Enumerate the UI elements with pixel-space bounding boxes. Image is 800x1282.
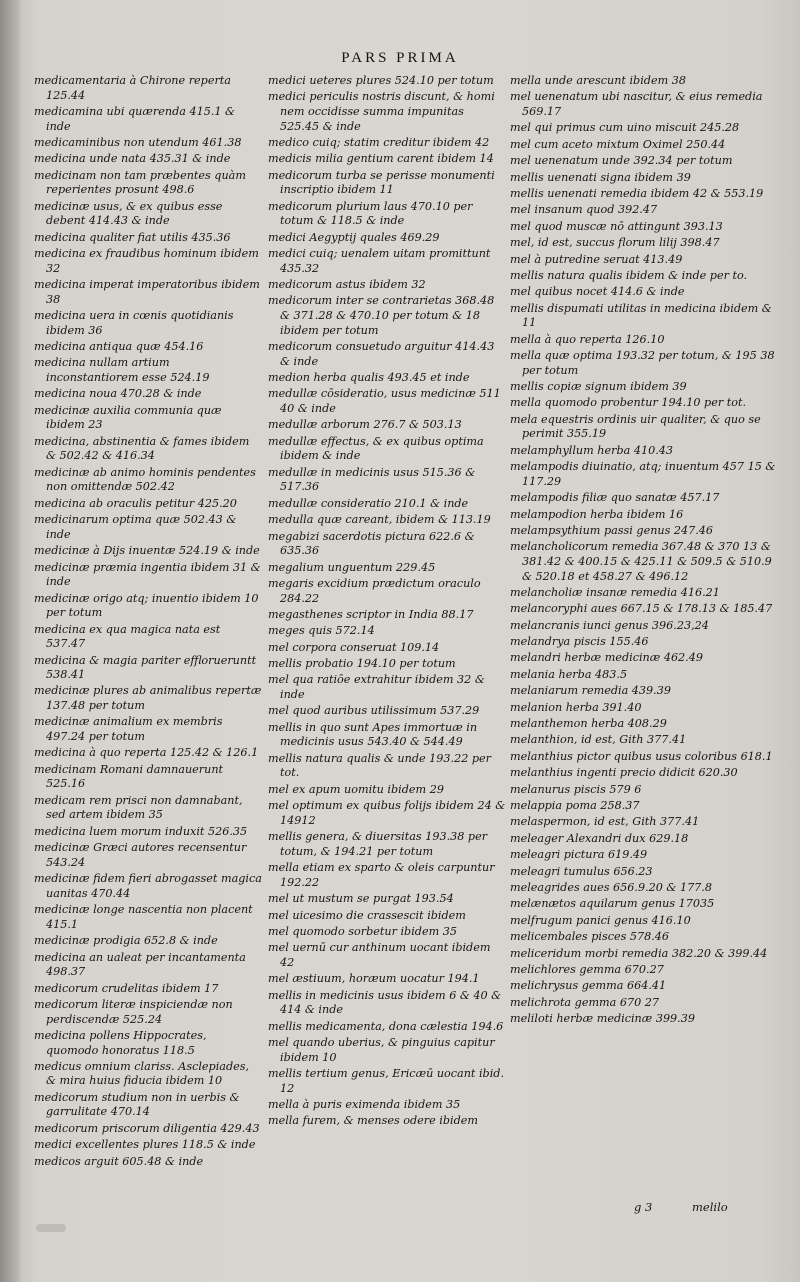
index-entry: melampodis filiæ quo sanatæ 457.17 bbox=[510, 491, 720, 505]
index-entry: mel à putredine seruat 413.49 bbox=[510, 252, 683, 266]
index-entry: melanthius ingenti precio didicit 620.30 bbox=[510, 766, 738, 780]
index-entry: melamphyllum herba 410.43 bbox=[510, 443, 674, 457]
index-entry: medullæ consideratio 210.1 & inde bbox=[268, 496, 469, 510]
index-entry: mel quibus nocet 414.6 & inde bbox=[510, 285, 685, 299]
index-entry: mellis in medicinis usus ibidem 6 & 40 & 414 & inde bbox=[268, 988, 502, 1017]
index-entry: megabizi sacerdotis pictura 622.6 & 635.36 bbox=[268, 529, 475, 558]
index-entry: medion herba qualis 493.45 et inde bbox=[268, 371, 470, 385]
index-entry: melania herba 483.5 bbox=[510, 667, 628, 681]
index-entry: medicina ex qua magica nata est 537.47 bbox=[34, 622, 221, 651]
index-entry: mel qua ratiōe extrahitur ibidem 32 & inde bbox=[268, 673, 485, 702]
index-entry: melichrysus gemma 664.41 bbox=[510, 979, 667, 993]
index-entry: medicina ab oraculis petitur 425.20 bbox=[34, 496, 237, 510]
index-entry: medicina luem morum induxit 526.35 bbox=[34, 824, 248, 838]
index-entry: melancranis iunci genus 396.23,24 bbox=[510, 618, 709, 632]
index-entry: medicorum consuetudo arguitur 414.43 & inde bbox=[268, 340, 495, 368]
index-entry: meleagri pictura 619.49 bbox=[510, 848, 648, 862]
index-entry: mella unde arescunt ibidem 38 bbox=[510, 74, 686, 87]
index-entry: melanion herba 391.40 bbox=[510, 700, 642, 714]
index-entry: medicina antiqua quæ 454.16 bbox=[34, 340, 204, 354]
index-entry: medici Aegyptij quales 469.29 bbox=[268, 230, 440, 244]
index-entry: meleagrides aues 656.9.20 & 177.8 bbox=[510, 880, 712, 894]
index-entry: mel insanum quod 392.47 bbox=[510, 203, 658, 217]
index-entry: medicinæ Græci autores recensentur 543.24 bbox=[34, 841, 247, 869]
index-entry: medicina pollens Hippocrates, quomodo honoratus 118.5 bbox=[34, 1028, 207, 1057]
index-entry: medicina imperat imperatoribus ibidem 38 bbox=[34, 278, 260, 306]
index-entry: meleager Alexandri dux 629.18 bbox=[510, 831, 689, 845]
index-entry: melandrya piscis 155.46 bbox=[510, 635, 649, 649]
index-entry: mel cum aceto mixtum Oximel 250.44 bbox=[510, 137, 726, 151]
ink-smudge bbox=[36, 1224, 66, 1232]
index-entry: medicinæ à Dijs inuentæ 524.19 & inde bbox=[34, 544, 260, 558]
signature-mark: g 3 bbox=[634, 1200, 653, 1214]
index-entry: medicorum crudelitas ibidem 17 bbox=[34, 981, 219, 995]
index-entry: melanurus piscis 579 6 bbox=[510, 782, 642, 796]
index-entry: medullæ cōsideratio, usus medicinæ 511 40 & inde bbox=[268, 387, 501, 416]
index-entry: melampsythium passi genus 247.46 bbox=[510, 523, 714, 537]
index-entry: medicinam non tam præbentes quàm reperientes prosunt 498.6 bbox=[34, 168, 246, 197]
index-entry: melfrugum panici genus 416.10 bbox=[510, 913, 691, 927]
index-column-1 bbox=[34, 74, 262, 1171]
index-column-3 bbox=[510, 74, 780, 1028]
index-entry: mellis in quo sunt Apes immortuæ in medicinis usus 543.40 & 544.49 bbox=[268, 720, 478, 749]
page-footer bbox=[0, 1200, 800, 1220]
index-entry: mel optimum ex quibus folijs ibidem 24 & 14912 bbox=[268, 799, 506, 827]
index-entry: mel, id est, succus florum lilij 398.47 bbox=[510, 236, 720, 250]
index-entry: mel uernū cur anthinum uocant ibidem 42 bbox=[268, 941, 491, 969]
index-entry: medicinæ fidem fieri abrogasset magica uanitas 470.44 bbox=[34, 872, 262, 900]
index-entry: medico cuiq; statim creditur ibidem 42 bbox=[268, 135, 490, 149]
index-entry: mellis uenenati remedia ibidem 42 & 553.19 bbox=[510, 186, 764, 200]
index-entry: meges quis 572.14 bbox=[268, 624, 375, 638]
index-entry: mel corpora conseruat 109.14 bbox=[268, 640, 440, 654]
index-entry: medicina an ualeat per incantamenta 498.37 bbox=[34, 950, 246, 979]
index-entry: mel ex apum uomitu ibidem 29 bbox=[268, 782, 444, 796]
index-entry: mella etiam ex sparto & oleis carpuntur 192.22 bbox=[268, 861, 495, 889]
index-entry: medicina unde nata 435.31 & inde bbox=[34, 152, 231, 166]
index-entry: medicamina ubi quærenda 415.1 & inde bbox=[34, 104, 236, 133]
index-entry: medicis milia gentium carent ibidem 14 bbox=[268, 152, 494, 166]
index-entry: melappia poma 258.37 bbox=[510, 799, 640, 812]
index-entry: medicina nullam artium inconstantiorem esse 524.19 bbox=[34, 356, 210, 385]
index-entry: medicorum literæ inspiciendæ non perdiscendæ 525.24 bbox=[34, 997, 233, 1026]
index-entry: mel ut mustum se purgat 193.54 bbox=[268, 892, 454, 906]
index-entry: melanthius pictor quibus usus coloribus 618.1 bbox=[510, 749, 773, 763]
index-entry: mella quæ optima 193.32 per totum, & 195 38 per totum bbox=[510, 349, 775, 377]
index-entry: medici periculis nostris discunt, & homi nem occidisse summa impunitas 525.45 & inde bbox=[268, 90, 495, 133]
index-entry: medicorum astus ibidem 32 bbox=[268, 278, 426, 292]
index-entry: mellis tertium genus, Ericæū uocant ibid. 12 bbox=[268, 1067, 505, 1095]
index-entry: melanthemon herba 408.29 bbox=[510, 717, 667, 731]
index-entry: medicinæ longe nascentia non placent 415.1 bbox=[34, 903, 253, 931]
index-entry: mellis probatio 194.10 per totum bbox=[268, 657, 456, 671]
index-entry: megaris excidium prædictum oraculo 284.22 bbox=[268, 576, 481, 605]
index-entry: medicinæ auxilia communia quæ ibidem 23 bbox=[34, 403, 222, 432]
index-entry: melaniarum remedia 439.39 bbox=[510, 684, 671, 698]
index-entry: melænætos aquilarum genus 17035 bbox=[510, 897, 715, 911]
index-entry: mel uenenatum unde 392.34 per totum bbox=[510, 154, 733, 168]
index-entry: mel uenenatum ubi nascitur, & eius remedia 569.17 bbox=[510, 90, 763, 118]
index-entry: mel quomodo sorbetur ibidem 35 bbox=[268, 924, 457, 938]
index-entry: medicinarum optima quæ 502.43 & inde bbox=[34, 513, 237, 541]
catchword: melilo bbox=[692, 1200, 728, 1214]
index-entry: medici excellentes plures 118.5 & inde bbox=[34, 1138, 256, 1152]
index-entry: medicina à quo reperta 125.42 & 126.1 bbox=[34, 746, 259, 760]
index-entry: medicaminibus non utendum 461.38 bbox=[34, 135, 242, 149]
index-entry: medicorum turba se perisse monumenti inscriptio ibidem 11 bbox=[268, 168, 495, 197]
index-entry: medullæ arborum 276.7 & 503.13 bbox=[268, 418, 462, 432]
index-entry: medicinæ plures ab animalibus repertæ 137.48 per totum bbox=[34, 684, 262, 713]
index-entry: medicinæ animalium ex membris 497.24 per totum bbox=[34, 715, 223, 744]
index-entry: medicorum priscorum diligentia 429.43 bbox=[34, 1121, 260, 1135]
index-entry: melicembales pisces 578.46 bbox=[510, 930, 670, 944]
index-entry: mella furem, & menses odere ibidem bbox=[268, 1114, 479, 1128]
index-entry: mel quod muscæ nō attingunt 393.13 bbox=[510, 219, 723, 233]
index-entry: mellis natura qualis ibidem & inde per to. bbox=[510, 268, 748, 282]
index-entry: medicorum inter se contrarietas 368.48 & 371.28 & 470.10 per totum & 18 ibidem per totum bbox=[268, 294, 495, 337]
index-entry: medicinæ prodigia 652.8 & inde bbox=[34, 934, 218, 948]
index-entry: mel æstiuum, horæum uocatur 194.1 bbox=[268, 972, 480, 986]
index-entry: medicina & magia pariter efflorueruntt 538.41 bbox=[34, 653, 257, 682]
index-entry: medullæ effectus, & ex quibus optima ibidem & inde bbox=[268, 434, 484, 463]
index-column-2 bbox=[268, 74, 506, 1131]
index-entry: mella à puris eximenda ibidem 35 bbox=[268, 1098, 461, 1112]
index-entry: medicos arguit 605.48 & inde bbox=[34, 1154, 204, 1168]
index-entry: medici cuiq; uenalem uitam promittunt 435.32 bbox=[268, 247, 491, 275]
index-entry: melampodis diuinatio, atq; inuentum 457 15 & 117.29 bbox=[510, 460, 776, 488]
index-entry: melancoryphi aues 667.15 & 178.13 & 185.47 bbox=[510, 602, 773, 616]
index-entry: medicina noua 470.28 & inde bbox=[34, 387, 202, 401]
index-entry: medicinæ origo atq; inuentio ibidem 10 per totum bbox=[34, 591, 259, 620]
index-entry: mel quod auribus utilissimum 537.29 bbox=[268, 704, 480, 718]
index-entry: medullæ in medicinis usus 515.36 & 517.36 bbox=[268, 465, 476, 494]
page-binding-shadow bbox=[0, 0, 22, 1282]
index-entry: medicorum plurium laus 470.10 per totum & 118.5 & inde bbox=[268, 199, 473, 228]
index-entry: melancholicorum remedia 367.48 & 370 13 & 381.42 & 400.15 & 425.11 & 509.5 & 510.9 & 520.18 et 458.27 & 496.12 bbox=[510, 540, 772, 583]
index-entry: medicam rem prisci non damnabant, sed artem ibidem 35 bbox=[34, 793, 243, 822]
index-entry: melancholiæ insanæ remedia 416.21 bbox=[510, 585, 720, 599]
index-entry: mellis natura qualis & unde 193.22 per tot. bbox=[268, 751, 491, 780]
index-entry: melanthion, id est, Gith 377.41 bbox=[510, 733, 687, 747]
index-entry: medicina qualiter fiat utilis 435.36 bbox=[34, 230, 231, 244]
index-columns bbox=[34, 74, 794, 1214]
index-entry: mel quando uberius, & pinguius capitur ibidem 10 bbox=[268, 1036, 495, 1064]
running-head: PARS PRIMA bbox=[341, 50, 459, 66]
index-entry: mellis genera, & diuersitas 193.38 per totum, & 194.21 per totum bbox=[268, 830, 488, 858]
index-entry: medicina ex fraudibus hominum ibidem 32 bbox=[34, 247, 259, 275]
index-entry: mela equestris ordinis uir qualiter, & quo se perimit 355.19 bbox=[510, 412, 761, 441]
index-entry: megasthenes scriptor in India 88.17 bbox=[268, 607, 474, 621]
index-entry: mel uicesimo die crassescit ibidem bbox=[268, 908, 466, 922]
index-entry: melichlores gemma 670.27 bbox=[510, 962, 664, 976]
index-entry: mella à quo reperta 126.10 bbox=[510, 332, 665, 346]
index-entry: melichrota gemma 670 27 bbox=[510, 995, 660, 1009]
index-entry: medicina uera in cœnis quotidianis ibidem 36 bbox=[34, 309, 234, 337]
index-entry: medici ueteres plures 524.10 per totum bbox=[268, 74, 494, 87]
index-entry: megalium unguentum 229.45 bbox=[268, 560, 436, 574]
index-entry: meleagri tumulus 656.23 bbox=[510, 864, 653, 878]
index-entry: mellis uenenati signa ibidem 39 bbox=[510, 170, 691, 184]
index-entry: melandri herbæ medicinæ 462.49 bbox=[510, 651, 703, 665]
index-entry: medicinam Romani damnauerunt 525.16 bbox=[34, 762, 224, 791]
index-entry: medulla quæ careant, ibidem & 113.19 bbox=[268, 513, 491, 527]
index-entry: meliloti herbæ medicinæ 399.39 bbox=[510, 1012, 695, 1026]
index-entry: medicina, abstinentia & fames ibidem & 502.42 & 416.34 bbox=[34, 434, 250, 463]
index-entry: mel qui primus cum uino miscuit 245.28 bbox=[510, 121, 740, 135]
index-entry: medicinæ præmia ingentia ibidem 31 & inde bbox=[34, 560, 261, 589]
index-entry: medicus omnium clariss. Asclepiades, & mira huius fiducia ibidem 10 bbox=[34, 1059, 250, 1088]
index-entry: mella quomodo probentur 194.10 per tot. bbox=[510, 396, 747, 410]
index-entry: medicamentaria à Chirone reperta 125.44 bbox=[34, 74, 231, 102]
index-entry: mellis medicamenta, dona cælestia 194.6 bbox=[268, 1019, 504, 1033]
index-entry: melaspermon, id est, Gith 377.41 bbox=[510, 815, 700, 829]
index-entry: medicinæ ab animo hominis pendentes non omittendæ 502.42 bbox=[34, 465, 256, 494]
index-entry: melampodion herba ibidem 16 bbox=[510, 507, 684, 521]
index-entry: medicinæ usus, & ex quibus esse debent 414.43 & inde bbox=[34, 199, 223, 228]
index-entry: medicorum studium non in uerbis & garrulitate 470.14 bbox=[34, 1090, 240, 1119]
index-entry: mellis dispumati utilitas in medicina ibidem & 11 bbox=[510, 301, 772, 330]
index-entry: mellis copiæ signum ibidem 39 bbox=[510, 380, 687, 394]
index-entry: meliceridum morbi remedia 382.20 & 399.44 bbox=[510, 946, 768, 960]
